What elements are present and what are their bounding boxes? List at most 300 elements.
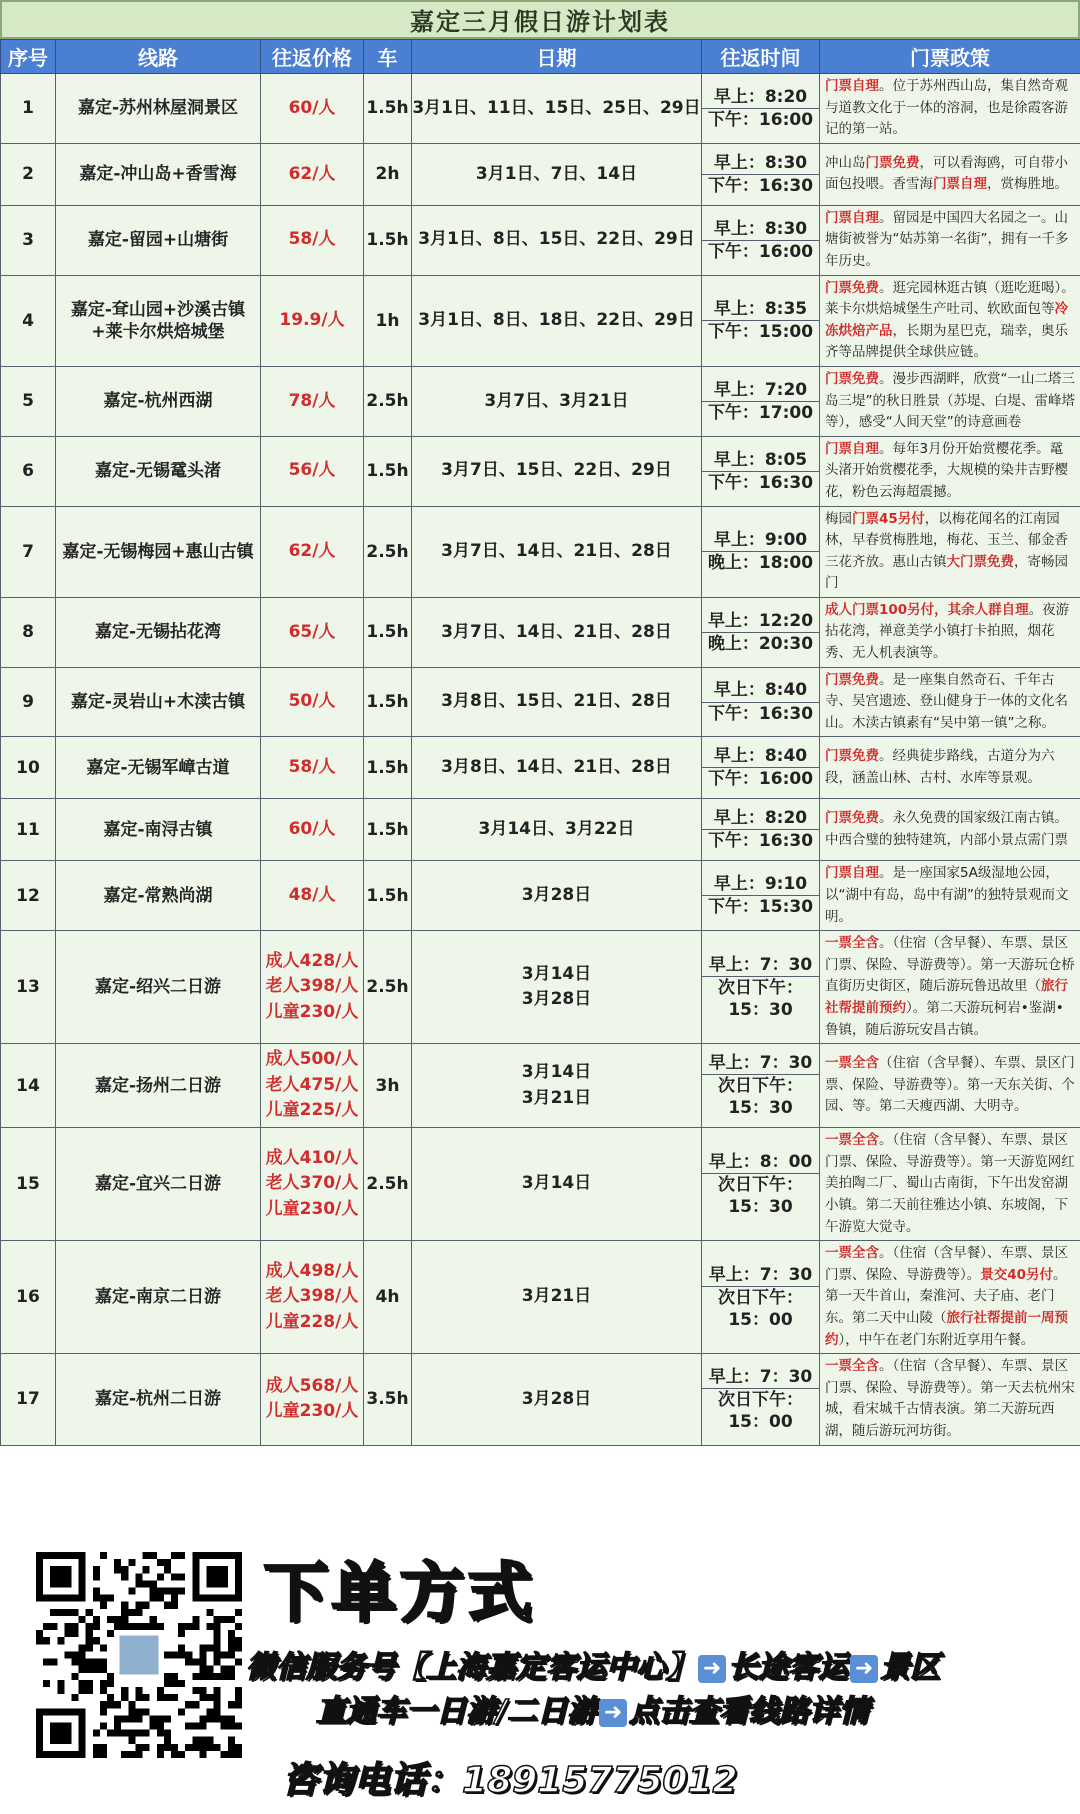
time-stack	[702, 1366, 819, 1433]
policy-text: ，以梅花闻名的江南园林，早春赏梅胜地，梅花、玉兰、郁金香三花齐放。惠山古镇	[825, 510, 1068, 570]
time-stack	[702, 1264, 819, 1331]
date-cell	[412, 667, 702, 737]
order-instruction-line-1	[246, 1642, 940, 1686]
date-line: 3月8日、15日、21日、28日	[441, 691, 672, 712]
date-line: 3月1日、11日、15日、25日、29日	[412, 97, 701, 118]
policy-text: 。夜游拈花湾，禅意美学小镇打卡拍照，烟花秀、无人机表演等。	[825, 601, 1070, 662]
policy-cell	[820, 143, 1080, 205]
return-time: 次日下午：15：30	[702, 1074, 819, 1119]
price-cell	[261, 597, 364, 667]
right-arrow-icon: ➜	[599, 1699, 627, 1727]
policy-cell	[820, 366, 1080, 436]
policy-highlight: 冷冻烘焙产品	[825, 301, 1068, 339]
table-row	[1, 143, 1080, 205]
duration-cell: 1.5h	[364, 74, 412, 144]
departure-time: 早上：8:35	[713, 299, 808, 320]
price-line: 50/人	[288, 691, 336, 712]
departure-time: 早上：8:40	[713, 746, 808, 767]
row-number-cell: 4	[1, 275, 56, 366]
duration-cell: 2.5h	[364, 366, 412, 436]
policy-text: （住宿（含早餐）、车票、景区门票、保险、导游费等）。第一天东关街、个园、等。第二天瘦西湖、大明寺。	[825, 1055, 1075, 1115]
price-line: 儿童230/人	[265, 1198, 359, 1219]
price-line: 老人475/人	[265, 1074, 359, 1095]
date-cell	[412, 597, 702, 667]
duration-cell: 1.5h	[364, 667, 412, 737]
policy-text: 。（住宿（含早餐）、车票、景区门票、保险、导游费等）。第一天游览网红美拍陶二厂、蜀山古南街，下午出发窑湖小镇。第二天前往雅达小镇、东坡阁，下午游览大觉寺。	[825, 1132, 1075, 1235]
return-time: 下午：16:00	[702, 108, 819, 131]
departure-time: 早上：7：30	[708, 1264, 813, 1285]
duration-cell: 1.5h	[364, 799, 412, 861]
policy-highlight: 门票自理	[825, 209, 879, 226]
date-cell	[412, 436, 702, 506]
policy-text: 。是一座国家5A级湿地公园，以“湖中有岛，岛中有湖”的独特景观而文明。	[825, 865, 1069, 925]
time-cell	[702, 275, 820, 366]
policy-text: ，长期为星巴克，瑞幸，奥乐齐等品牌提供全球供应链。	[825, 322, 1068, 361]
policy-highlight: 大门票免费	[946, 553, 1014, 570]
policy-highlight: 旅行社帮提前预约	[825, 978, 1068, 1016]
table-row	[1, 275, 1080, 366]
table-row	[1, 74, 1080, 144]
policy-cell	[820, 1128, 1080, 1241]
time-cell	[702, 436, 820, 506]
table-row	[1, 506, 1080, 597]
date-cell	[412, 506, 702, 597]
time-cell	[702, 799, 820, 861]
date-line: 3月7日、15日、22日、29日	[441, 460, 672, 481]
route-cell: 嘉定-杭州二日游	[56, 1354, 261, 1445]
policy-highlight: 门票自理	[825, 865, 879, 882]
price-cell	[261, 506, 364, 597]
date-line: 3月14日	[521, 1062, 592, 1083]
hotline[interactable]	[282, 1752, 738, 1803]
departure-time: 早上：8:40	[713, 680, 808, 701]
route-cell: 嘉定-耷山园+沙溪古镇+莱卡尔烘焙城堡	[56, 275, 261, 366]
wechat-account-text: 微信服务号【上海嘉定客运中心】	[246, 1650, 696, 1685]
price-line: 58/人	[288, 757, 336, 778]
date-line: 3月28日	[521, 989, 592, 1010]
price-line: 儿童225/人	[265, 1100, 359, 1121]
scenic-text: 景区	[880, 1650, 940, 1685]
return-time: 下午：16:30	[702, 702, 819, 725]
order-method-title: 下单方式	[264, 1557, 536, 1631]
policy-highlight: 门票免费	[825, 370, 879, 387]
policy-highlight: 旅行社帮提前一周预约	[825, 1309, 1068, 1348]
time-stack	[702, 529, 819, 574]
duration-cell: 2.5h	[364, 931, 412, 1044]
policy-text: 。漫步西湖畔，欣赏“一山二塔三岛三堤”的秋日胜景（苏堤、白堤、雷峰塔等），感受“人间天堂”的诗意画卷	[825, 370, 1075, 431]
price-cell	[261, 737, 364, 799]
date-cell	[412, 275, 702, 366]
price-line: 58/人	[288, 229, 336, 250]
direct-bus-text: 直通车一日游/二日游	[316, 1694, 597, 1729]
policy-text: 。永久免费的国家级江南古镇。中西合璧的独特建筑，内部小景点需门票	[825, 810, 1068, 848]
route-cell: 嘉定-无锡鼋头渚	[56, 436, 261, 506]
order-instruction-line-2	[316, 1686, 869, 1730]
departure-time: 早上：8:05	[713, 449, 808, 470]
policy-cell	[820, 506, 1080, 597]
return-time: 下午：16:30	[702, 829, 819, 852]
row-number-cell: 11	[1, 799, 56, 861]
policy-highlight: 门票免费	[825, 748, 879, 765]
policy-cell	[820, 667, 1080, 737]
price-line: 老人398/人	[265, 976, 359, 997]
policy-highlight: 门票免费	[865, 154, 920, 171]
price-cell	[261, 1241, 364, 1354]
policy-text: 梅园	[825, 510, 852, 527]
time-stack	[702, 873, 819, 918]
time-cell	[702, 366, 820, 436]
departure-time: 早上：8:30	[713, 218, 808, 239]
policy-cell	[820, 205, 1080, 275]
price-line: 62/人	[288, 540, 336, 561]
policy-highlight: 一票全含	[825, 935, 879, 952]
policy-highlight: 门票45另付	[852, 510, 925, 527]
date-cell	[412, 366, 702, 436]
price-line: 成人498/人	[265, 1260, 359, 1281]
policy-text: 。位于苏州西山岛，集自然奇观与道教文化于一体的溶洞，也是徐霞客游记的第一站。	[825, 78, 1068, 138]
return-time: 下午：16:00	[702, 767, 819, 790]
row-number-cell: 9	[1, 667, 56, 737]
table-row	[1, 205, 1080, 275]
departure-time: 早上：12:20	[707, 610, 814, 631]
return-time: 下午：17:00	[702, 401, 819, 424]
time-cell	[702, 667, 820, 737]
date-cell	[412, 205, 702, 275]
table-row	[1, 737, 1080, 799]
date-cell	[412, 799, 702, 861]
policy-text: ，可以看海鸥，可自带小面包投喂。香雪海	[825, 154, 1068, 193]
policy-highlight: 门票免费	[825, 279, 879, 296]
time-cell	[702, 931, 820, 1044]
price-line: 老人370/人	[265, 1173, 359, 1194]
policy-cell	[820, 931, 1080, 1044]
row-number-cell: 2	[1, 143, 56, 205]
row-number-cell: 5	[1, 366, 56, 436]
time-cell	[702, 205, 820, 275]
row-number-cell: 16	[1, 1241, 56, 1354]
route-cell: 嘉定-冲山岛+香雪海	[56, 143, 261, 205]
qr-code-icon[interactable]	[36, 1552, 242, 1758]
time-stack	[702, 449, 819, 494]
date-line: 3月7日、3月21日	[484, 390, 629, 411]
route-cell: 嘉定-灵岩山+木渎古镇	[56, 667, 261, 737]
duration-cell: 1.5h	[364, 861, 412, 931]
price-line: 成人410/人	[265, 1147, 359, 1168]
price-cell	[261, 1128, 364, 1241]
date-cell	[412, 143, 702, 205]
policy-cell	[820, 737, 1080, 799]
date-line: 3月1日、7日、14日	[475, 163, 638, 184]
table-row	[1, 931, 1080, 1044]
departure-time: 早上：9:00	[713, 530, 808, 551]
date-line: 3月14日	[521, 963, 592, 984]
return-time: 下午：16:30	[702, 471, 819, 494]
policy-text: ）。第二天游玩柯岩•鉴湖•鲁镇，随后游玩安昌古镇。	[825, 1000, 1064, 1038]
duration-cell: 1.5h	[364, 597, 412, 667]
policy-cell	[820, 436, 1080, 506]
policy-text: 。逛完园林逛古镇（逛吃逛喝）。莱卡尔烘焙城堡生产吐司、软欧面包等	[825, 279, 1075, 318]
date-line: 3月14日、3月22日	[478, 819, 635, 840]
policy-text: 。（住宿（含早餐）、车票、景区门票、保险、导游费等）。	[825, 1245, 1068, 1283]
table-row	[1, 1354, 1080, 1445]
time-stack	[702, 152, 819, 197]
price-cell	[261, 143, 364, 205]
policy-text: 冲山岛	[825, 154, 866, 171]
route-cell: 嘉定-无锡拈花湾	[56, 597, 261, 667]
route-cell: 嘉定-南京二日游	[56, 1241, 261, 1354]
time-cell	[702, 1241, 820, 1354]
policy-text: 。（住宿（含早餐）、车票、景区门票、保险、导游费等）。第一天游玩仓桥直街历史街区，随后游玩鲁迅故里（	[825, 935, 1075, 995]
return-time: 下午：15:00	[702, 320, 819, 343]
return-time: 次日下午：15：30	[702, 976, 819, 1021]
time-cell	[702, 1354, 820, 1445]
date-line: 3月7日、14日、21日、28日	[441, 540, 672, 561]
policy-highlight: 一票全含	[825, 1245, 879, 1262]
time-stack	[702, 745, 819, 790]
row-number-cell: 17	[1, 1354, 56, 1445]
time-cell	[702, 1044, 820, 1128]
departure-time: 早上：7:20	[713, 379, 808, 400]
price-line: 儿童230/人	[265, 1401, 359, 1422]
duration-cell: 1.5h	[364, 205, 412, 275]
price-cell	[261, 205, 364, 275]
price-line: 儿童230/人	[265, 1001, 359, 1022]
route-cell: 嘉定-无锡梅园+惠山古镇	[56, 506, 261, 597]
policy-text: 。是一座集自然奇石、千年古寺、吴宫遗迹、登山健身于一体的文化名山。木渎古镇素有“吴中第一镇”之称。	[825, 671, 1068, 731]
time-stack	[702, 954, 819, 1021]
price-cell	[261, 1044, 364, 1128]
policy-highlight: 一票全含	[825, 1358, 879, 1375]
duration-cell: 2h	[364, 143, 412, 205]
return-time: 次日下午：15：00	[702, 1388, 819, 1433]
time-cell	[702, 506, 820, 597]
policy-cell	[820, 74, 1080, 144]
row-number-cell: 12	[1, 861, 56, 931]
time-cell	[702, 597, 820, 667]
duration-cell: 4h	[364, 1241, 412, 1354]
date-cell	[412, 737, 702, 799]
price-line: 老人398/人	[265, 1286, 359, 1307]
departure-time: 早上：8:20	[713, 86, 808, 107]
table-row	[1, 597, 1080, 667]
departure-time: 早上：7：30	[708, 954, 813, 975]
route-cell: 嘉定-绍兴二日游	[56, 931, 261, 1044]
price-cell	[261, 436, 364, 506]
duration-cell: 1.5h	[364, 737, 412, 799]
departure-time: 早上：7：30	[708, 1366, 813, 1387]
price-line: 成人500/人	[265, 1049, 359, 1070]
date-cell	[412, 861, 702, 931]
right-arrow-icon: ➜	[698, 1655, 726, 1683]
route-cell: 嘉定-无锡军嶂古道	[56, 737, 261, 799]
policy-text: 。经典徒步路线，古道分为六段，涵盖山林、古村、水库等景观。	[825, 748, 1055, 786]
price-cell	[261, 366, 364, 436]
policy-cell	[820, 597, 1080, 667]
click-details-text: 点击查看线路详情	[628, 1694, 869, 1729]
policy-cell	[820, 861, 1080, 931]
header-policy: 门票政策	[820, 40, 1080, 74]
time-stack	[702, 679, 819, 724]
policy-cell	[820, 1354, 1080, 1445]
price-cell	[261, 931, 364, 1044]
policy-highlight: 一票全含	[825, 1132, 879, 1149]
row-number-cell: 1	[1, 74, 56, 144]
table-row	[1, 1241, 1080, 1354]
price-line: 儿童228/人	[265, 1311, 359, 1332]
return-time: 次日下午：15：30	[702, 1173, 819, 1218]
date-line: 3月21日	[521, 1087, 592, 1108]
price-line: 48/人	[288, 885, 336, 906]
departure-time: 早上：8：00	[708, 1151, 813, 1172]
header-bus: 车	[364, 40, 412, 74]
duration-cell: 3h	[364, 1044, 412, 1128]
row-number-cell: 8	[1, 597, 56, 667]
header-price: 往返价格	[261, 40, 364, 74]
row-number-cell: 10	[1, 737, 56, 799]
date-line: 3月14日	[521, 1173, 592, 1194]
time-stack	[702, 1151, 819, 1218]
return-time: 下午：16:00	[702, 240, 819, 263]
row-number-cell: 3	[1, 205, 56, 275]
time-stack	[702, 610, 819, 655]
return-time: 晚上：20:30	[702, 632, 819, 655]
date-cell	[412, 1044, 702, 1128]
hotline-label: 咨询电话：	[282, 1760, 463, 1801]
policy-text: 。留园是中国四大名园之一。山塘街被誉为“姑苏第一名街”，拥有一千多年历史。	[825, 209, 1069, 269]
duration-cell: 1.5h	[364, 436, 412, 506]
policy-cell	[820, 799, 1080, 861]
policy-text: ），中午在老门东附近享用午餐。	[838, 1331, 1035, 1348]
return-time: 下午：16:30	[702, 174, 819, 197]
date-cell	[412, 1241, 702, 1354]
time-stack	[702, 218, 819, 263]
price-line: 成人428/人	[265, 950, 359, 971]
header-date: 日期	[412, 40, 702, 74]
price-line: 19.9/人	[279, 310, 345, 330]
date-cell	[412, 1128, 702, 1241]
policy-highlight: 门票自理	[825, 440, 879, 457]
policy-highlight: 门票自理	[825, 78, 879, 94]
policy-highlight: 景交40另付	[980, 1266, 1054, 1283]
table-row	[1, 861, 1080, 931]
return-time: 晚上：18:00	[702, 551, 819, 574]
departure-time: 早上：8:20	[713, 808, 808, 829]
policy-cell	[820, 1241, 1080, 1354]
route-cell: 嘉定-宜兴二日游	[56, 1128, 261, 1241]
time-cell	[702, 737, 820, 799]
date-line: 3月1日、8日、15日、22日、29日	[418, 229, 695, 250]
header-no: 序号	[1, 40, 56, 74]
row-number-cell: 15	[1, 1128, 56, 1241]
date-line: 3月21日	[521, 1286, 592, 1307]
header-time: 往返时间	[702, 40, 820, 74]
time-stack	[702, 807, 819, 852]
return-time: 次日下午：15：00	[702, 1286, 819, 1331]
price-cell	[261, 799, 364, 861]
policy-text: 。第一天牛首山，秦淮河、夫子庙、老门东。第二天中山陵（	[825, 1266, 1067, 1326]
policy-text: ，寄畅园门	[825, 553, 1068, 592]
time-cell	[702, 861, 820, 931]
policy-highlight: 一票全含	[825, 1055, 879, 1072]
route-cell: 嘉定-常熟尚湖	[56, 861, 261, 931]
departure-time: 早上：9:10	[713, 874, 808, 895]
table-row	[1, 799, 1080, 861]
price-cell	[261, 275, 364, 366]
price-line: 62/人	[288, 163, 336, 184]
price-cell	[261, 74, 364, 144]
policy-highlight: 门票自理	[933, 176, 987, 193]
policy-highlight: 门票免费	[825, 671, 879, 688]
policy-text: 。（住宿（含早餐）、车票、景区门票、保险、导游费等）。第一天去杭州宋城，看宋城千古情表演。第二天游玩西湖，随后游玩河坊街。	[825, 1358, 1075, 1439]
duration-cell: 3.5h	[364, 1354, 412, 1445]
date-line: 3月1日、8日、18日、22日、29日	[418, 310, 695, 330]
table-row	[1, 667, 1080, 737]
departure-time: 早上：7：30	[708, 1053, 813, 1074]
price-line: 成人568/人	[265, 1375, 359, 1396]
route-cell: 嘉定-南浔古镇	[56, 799, 261, 861]
table-header-row	[1, 40, 1080, 74]
duration-cell: 1h	[364, 275, 412, 366]
price-line: 78/人	[288, 390, 336, 411]
price-line: 60/人	[288, 97, 336, 118]
plan-table	[0, 39, 1080, 1446]
policy-text: ，赏梅胜地。	[987, 176, 1068, 193]
time-stack	[702, 86, 819, 131]
table-row	[1, 1044, 1080, 1128]
time-cell	[702, 143, 820, 205]
time-stack	[702, 1052, 819, 1119]
route-cell: 嘉定-苏州林屋洞景区	[56, 74, 261, 144]
right-arrow-icon: ➜	[850, 1655, 878, 1683]
price-line: 65/人	[288, 621, 336, 642]
time-cell	[702, 1128, 820, 1241]
row-number-cell: 13	[1, 931, 56, 1044]
duration-cell: 2.5h	[364, 506, 412, 597]
row-number-cell: 7	[1, 506, 56, 597]
policy-highlight: 门票免费	[825, 810, 879, 827]
time-cell	[702, 74, 820, 144]
price-line: 56/人	[288, 460, 336, 481]
route-cell: 嘉定-扬州二日游	[56, 1044, 261, 1128]
date-line: 3月28日	[521, 885, 592, 906]
row-number-cell: 6	[1, 436, 56, 506]
date-line: 3月7日、14日、21日、28日	[441, 621, 672, 642]
price-line: 60/人	[288, 819, 336, 840]
price-cell	[261, 667, 364, 737]
route-cell: 嘉定-杭州西湖	[56, 366, 261, 436]
date-cell	[412, 931, 702, 1044]
departure-time: 早上：8:30	[713, 152, 808, 173]
date-cell	[412, 74, 702, 144]
price-cell	[261, 1354, 364, 1445]
table-row	[1, 1128, 1080, 1241]
page-title: 嘉定三月假日游计划表	[0, 0, 1080, 39]
table-row	[1, 366, 1080, 436]
row-number-cell: 14	[1, 1044, 56, 1128]
header-route: 线路	[56, 40, 261, 74]
table-row	[1, 436, 1080, 506]
policy-cell	[820, 1044, 1080, 1128]
time-stack	[702, 298, 819, 343]
date-line: 3月8日、14日、21日、28日	[441, 757, 672, 778]
policy-text: 。每年3月份开始赏樱花季。鼋头渚开始赏樱花季，大规模的染井吉野樱花，粉色云海超震撼。	[825, 440, 1068, 500]
long-distance-text: 长途客运	[728, 1650, 848, 1685]
order-footer	[0, 1520, 1080, 1814]
policy-highlight: 成人门票100另付，其余人群自理	[825, 601, 1029, 618]
hotline-number[interactable]: 18915775012	[462, 1760, 738, 1801]
time-stack	[702, 379, 819, 424]
date-line: 3月28日	[521, 1388, 592, 1409]
